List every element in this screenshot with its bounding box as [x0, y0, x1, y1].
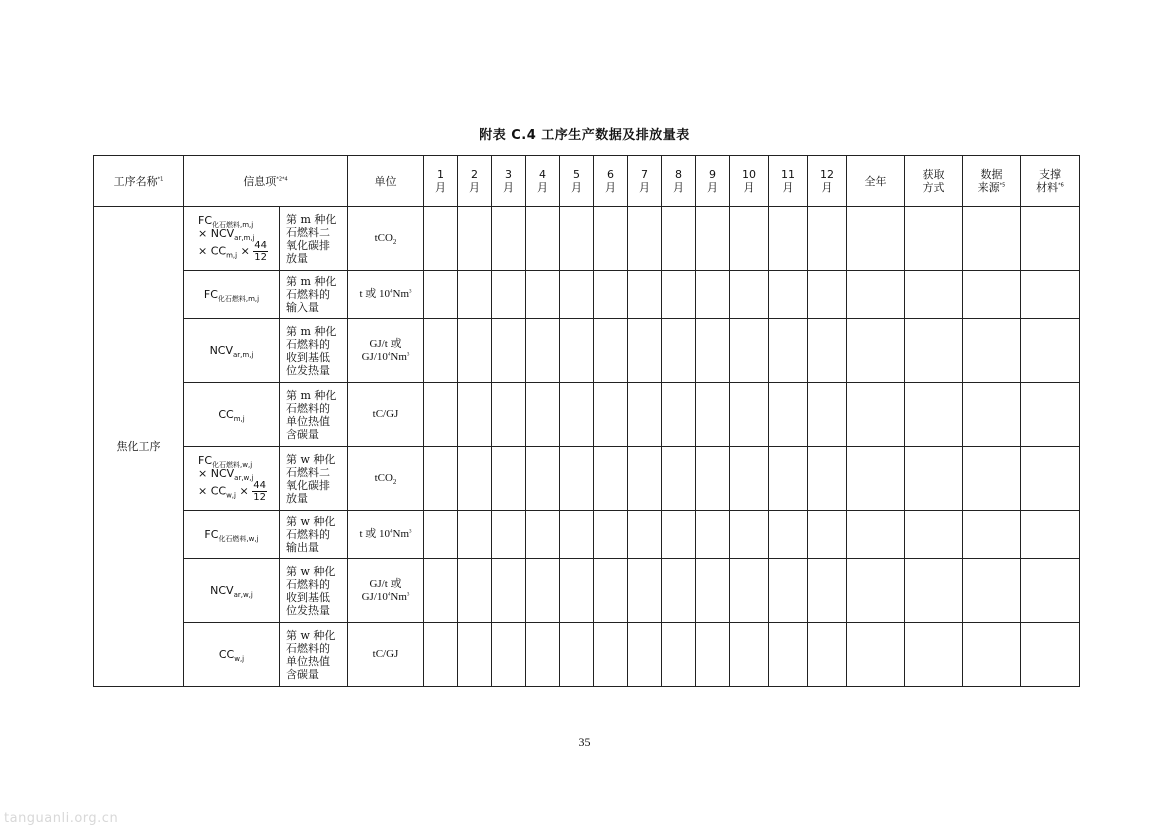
support-material-cell[interactable]: [1021, 623, 1080, 687]
month-2-cell[interactable]: [458, 447, 492, 511]
acquire-method-cell[interactable]: [905, 207, 963, 271]
month-3-cell[interactable]: [492, 319, 526, 383]
support-material-cell[interactable]: [1021, 447, 1080, 511]
fraction: $\frac{44}{12}$: [253, 480, 266, 503]
month-1-cell[interactable]: [424, 559, 458, 623]
month-11-cell[interactable]: [769, 623, 808, 687]
month-8-cell[interactable]: [662, 447, 696, 511]
month-7-cell[interactable]: [628, 207, 662, 271]
month-10-cell[interactable]: [730, 447, 769, 511]
acquire-method-cell[interactable]: [905, 559, 963, 623]
table-row: [94, 511, 1080, 559]
month-9-cell[interactable]: [696, 383, 730, 447]
month-2-cell[interactable]: [458, 383, 492, 447]
support-material-cell[interactable]: [1021, 319, 1080, 383]
month-9-cell[interactable]: [696, 447, 730, 511]
table-title: 附表 C.4 工序生产数据及排放量表: [479, 128, 690, 143]
header-unit: 单位: [348, 156, 424, 207]
acquire-method-cell[interactable]: [905, 511, 963, 559]
month-7-cell[interactable]: [628, 623, 662, 687]
month-9-cell[interactable]: [696, 511, 730, 559]
month-5-cell[interactable]: [560, 559, 594, 623]
full-year-cell[interactable]: [847, 623, 905, 687]
description-cell: 第 m 种化 石燃料二 氧化碳排 放量: [280, 207, 348, 271]
variable-cell: $CC_{w,j}$: [184, 623, 280, 687]
month-1-cell[interactable]: [424, 623, 458, 687]
full-year-cell[interactable]: [847, 271, 905, 319]
data-source-cell[interactable]: [963, 511, 1021, 559]
month-6-cell[interactable]: [594, 447, 628, 511]
month-9-cell[interactable]: [696, 623, 730, 687]
month-5-cell[interactable]: [560, 207, 594, 271]
month-7-cell[interactable]: [628, 511, 662, 559]
month-6-cell[interactable]: [594, 319, 628, 383]
month-2-cell[interactable]: [458, 319, 492, 383]
month-6-cell[interactable]: [594, 511, 628, 559]
variable-cell: $NCV_{ar,m,j}$: [184, 319, 280, 383]
month-3-cell[interactable]: [492, 447, 526, 511]
month-10-cell[interactable]: [730, 511, 769, 559]
header-month-10: 10 月: [730, 156, 769, 207]
month-3-cell[interactable]: [492, 559, 526, 623]
header-month-7: 7 月: [628, 156, 662, 207]
month-7-cell[interactable]: [628, 383, 662, 447]
month-2-cell[interactable]: [458, 623, 492, 687]
month-8-cell[interactable]: [662, 319, 696, 383]
month-8-cell[interactable]: [662, 511, 696, 559]
month-12-cell[interactable]: [808, 511, 847, 559]
header-month-8: 8 月: [662, 156, 696, 207]
month-8-cell[interactable]: [662, 207, 696, 271]
description-cell: 第 w 种化 石燃料的 单位热值 含碳量: [280, 623, 348, 687]
variable-cell: $NCV_{ar,w,j}$: [184, 559, 280, 623]
month-4-cell[interactable]: [526, 559, 560, 623]
month-12-cell[interactable]: [808, 207, 847, 271]
month-3-cell[interactable]: [492, 383, 526, 447]
description-cell: 第 m 种化 石燃料的 输入量: [280, 271, 348, 319]
month-11-cell[interactable]: [769, 207, 808, 271]
month-10-cell[interactable]: [730, 383, 769, 447]
fraction: $\frac{44}{12}$: [254, 240, 268, 263]
month-4-cell[interactable]: [526, 207, 560, 271]
month-6-cell[interactable]: [594, 623, 628, 687]
page-number: 35: [578, 735, 591, 749]
month-11-cell[interactable]: [769, 383, 808, 447]
month-7-cell[interactable]: [628, 447, 662, 511]
month-4-cell[interactable]: [526, 319, 560, 383]
header-month-4: 4 月: [526, 156, 560, 207]
unit-cell: tC/GJ: [348, 383, 424, 447]
unit-cell: GJ/t 或 $GJ/10^4Nm^3$: [348, 559, 424, 623]
acquire-method-cell[interactable]: [905, 383, 963, 447]
acquire-method-cell[interactable]: [905, 319, 963, 383]
month-10-cell[interactable]: [730, 207, 769, 271]
full-year-cell[interactable]: [847, 207, 905, 271]
header-full-year: 全年: [847, 156, 905, 207]
month-2-cell[interactable]: [458, 559, 492, 623]
table-row: [94, 383, 1080, 447]
month-11-cell[interactable]: [769, 271, 808, 319]
process-name-cell: 焦化工序: [94, 207, 184, 687]
month-12-cell[interactable]: [808, 383, 847, 447]
data-source-cell[interactable]: [963, 271, 1021, 319]
month-12-cell[interactable]: [808, 447, 847, 511]
variable-cell: $FC_{化石燃料,m,j}$: [184, 271, 280, 319]
data-source-cell[interactable]: [963, 383, 1021, 447]
variable-cell: $FC_{化石燃料,w,j}$: [184, 511, 280, 559]
month-3-cell[interactable]: [492, 623, 526, 687]
month-11-cell[interactable]: [769, 319, 808, 383]
unit-cell: GJ/t 或 $GJ/10^4Nm^3$: [348, 319, 424, 383]
table-row: [94, 319, 1080, 383]
month-1-cell[interactable]: [424, 447, 458, 511]
header-support-material: 支撑 材料$^{*6}$: [1021, 156, 1080, 207]
month-10-cell[interactable]: [730, 623, 769, 687]
header-month-2: 2 月: [458, 156, 492, 207]
description-cell: 第 m 种化 石燃料的 单位热值 含碳量: [280, 383, 348, 447]
support-material-cell[interactable]: [1021, 511, 1080, 559]
unit-cell: t 或 $10^4Nm^3$: [348, 511, 424, 559]
acquire-method-cell[interactable]: [905, 623, 963, 687]
header-info-item: 信息项$^{*2*4}$: [184, 156, 348, 207]
support-material-cell[interactable]: [1021, 383, 1080, 447]
header-acquire-method: 获取 方式: [905, 156, 963, 207]
data-source-cell[interactable]: [963, 623, 1021, 687]
full-year-cell[interactable]: [847, 447, 905, 511]
month-7-cell[interactable]: [628, 319, 662, 383]
month-1-cell[interactable]: [424, 383, 458, 447]
table-row: [94, 623, 1080, 687]
full-year-cell[interactable]: [847, 383, 905, 447]
table-row: [94, 207, 1080, 271]
data-source-cell[interactable]: [963, 207, 1021, 271]
header-month-12: 12 月: [808, 156, 847, 207]
month-2-cell[interactable]: [458, 271, 492, 319]
month-8-cell[interactable]: [662, 271, 696, 319]
header-month-9: 9 月: [696, 156, 730, 207]
month-3-cell[interactable]: [492, 271, 526, 319]
table-row: [94, 559, 1080, 623]
month-3-cell[interactable]: [492, 207, 526, 271]
month-4-cell[interactable]: [526, 383, 560, 447]
header-data-source: 数据 来源$^{*5}$: [963, 156, 1021, 207]
month-11-cell[interactable]: [769, 447, 808, 511]
month-7-cell[interactable]: [628, 271, 662, 319]
table-row: [94, 271, 1080, 319]
month-1-cell[interactable]: [424, 319, 458, 383]
formula-cell: $FC_{化石燃料,w,j}$ × $NCV_{ar,w,j}$ × $CC_{w,j}$ × $\frac{44}{12}$: [184, 447, 280, 511]
month-2-cell[interactable]: [458, 511, 492, 559]
month-1-cell[interactable]: [424, 511, 458, 559]
table-row: [94, 447, 1080, 511]
unit-cell: tCO$_2$: [348, 447, 424, 511]
support-material-cell[interactable]: [1021, 271, 1080, 319]
month-8-cell[interactable]: [662, 383, 696, 447]
header-row: [94, 156, 1080, 207]
month-9-cell[interactable]: [696, 271, 730, 319]
month-12-cell[interactable]: [808, 271, 847, 319]
header-month-6: 6 月: [594, 156, 628, 207]
month-12-cell[interactable]: [808, 559, 847, 623]
month-8-cell[interactable]: [662, 623, 696, 687]
header-month-11: 11 月: [769, 156, 808, 207]
month-6-cell[interactable]: [594, 559, 628, 623]
month-5-cell[interactable]: [560, 271, 594, 319]
full-year-cell[interactable]: [847, 319, 905, 383]
support-material-cell[interactable]: [1021, 207, 1080, 271]
description-cell: 第 w 种化 石燃料二 氧化碳排 放量: [280, 447, 348, 511]
unit-cell: t 或 $10^4Nm^3$: [348, 271, 424, 319]
formula-cell: $FC_{化石燃料,m,j}$ × $NCV_{ar,m,j}$ × $CC_{m,j}$ × $\frac{44}{12}$: [184, 207, 280, 271]
month-1-cell[interactable]: [424, 207, 458, 271]
month-11-cell[interactable]: [769, 559, 808, 623]
month-5-cell[interactable]: [560, 623, 594, 687]
month-5-cell[interactable]: [560, 383, 594, 447]
variable-cell: $CC_{m,j}$: [184, 383, 280, 447]
month-4-cell[interactable]: [526, 623, 560, 687]
month-10-cell[interactable]: [730, 559, 769, 623]
month-3-cell[interactable]: [492, 511, 526, 559]
month-4-cell[interactable]: [526, 511, 560, 559]
acquire-method-cell[interactable]: [905, 447, 963, 511]
month-9-cell[interactable]: [696, 207, 730, 271]
acquire-method-cell[interactable]: [905, 271, 963, 319]
month-5-cell[interactable]: [560, 447, 594, 511]
month-5-cell[interactable]: [560, 511, 594, 559]
month-6-cell[interactable]: [594, 383, 628, 447]
header-month-3: 3 月: [492, 156, 526, 207]
data-source-cell[interactable]: [963, 559, 1021, 623]
full-year-cell[interactable]: [847, 511, 905, 559]
month-6-cell[interactable]: [594, 207, 628, 271]
month-7-cell[interactable]: [628, 559, 662, 623]
month-9-cell[interactable]: [696, 319, 730, 383]
month-11-cell[interactable]: [769, 511, 808, 559]
month-2-cell[interactable]: [458, 207, 492, 271]
month-6-cell[interactable]: [594, 271, 628, 319]
month-1-cell[interactable]: [424, 271, 458, 319]
month-12-cell[interactable]: [808, 623, 847, 687]
description-cell: 第 w 种化 石燃料的 输出量: [280, 511, 348, 559]
month-9-cell[interactable]: [696, 559, 730, 623]
month-4-cell[interactable]: [526, 447, 560, 511]
month-8-cell[interactable]: [662, 559, 696, 623]
month-4-cell[interactable]: [526, 271, 560, 319]
emissions-table: [93, 155, 1080, 687]
header-process-name: 工序名称$^{*1}$: [94, 156, 184, 207]
watermark: tanguanli.org.cn: [4, 811, 119, 826]
unit-cell: tC/GJ: [348, 623, 424, 687]
full-year-cell[interactable]: [847, 559, 905, 623]
data-source-cell[interactable]: [963, 447, 1021, 511]
unit-cell: tCO$_2$: [348, 207, 424, 271]
month-10-cell[interactable]: [730, 271, 769, 319]
description-cell: 第 m 种化 石燃料的 收到基低 位发热量: [280, 319, 348, 383]
description-cell: 第 w 种化 石燃料的 收到基低 位发热量: [280, 559, 348, 623]
month-10-cell[interactable]: [730, 319, 769, 383]
month-5-cell[interactable]: [560, 319, 594, 383]
data-source-cell[interactable]: [963, 319, 1021, 383]
month-12-cell[interactable]: [808, 319, 847, 383]
header-month-5: 5 月: [560, 156, 594, 207]
header-month-1: 1 月: [424, 156, 458, 207]
support-material-cell[interactable]: [1021, 559, 1080, 623]
